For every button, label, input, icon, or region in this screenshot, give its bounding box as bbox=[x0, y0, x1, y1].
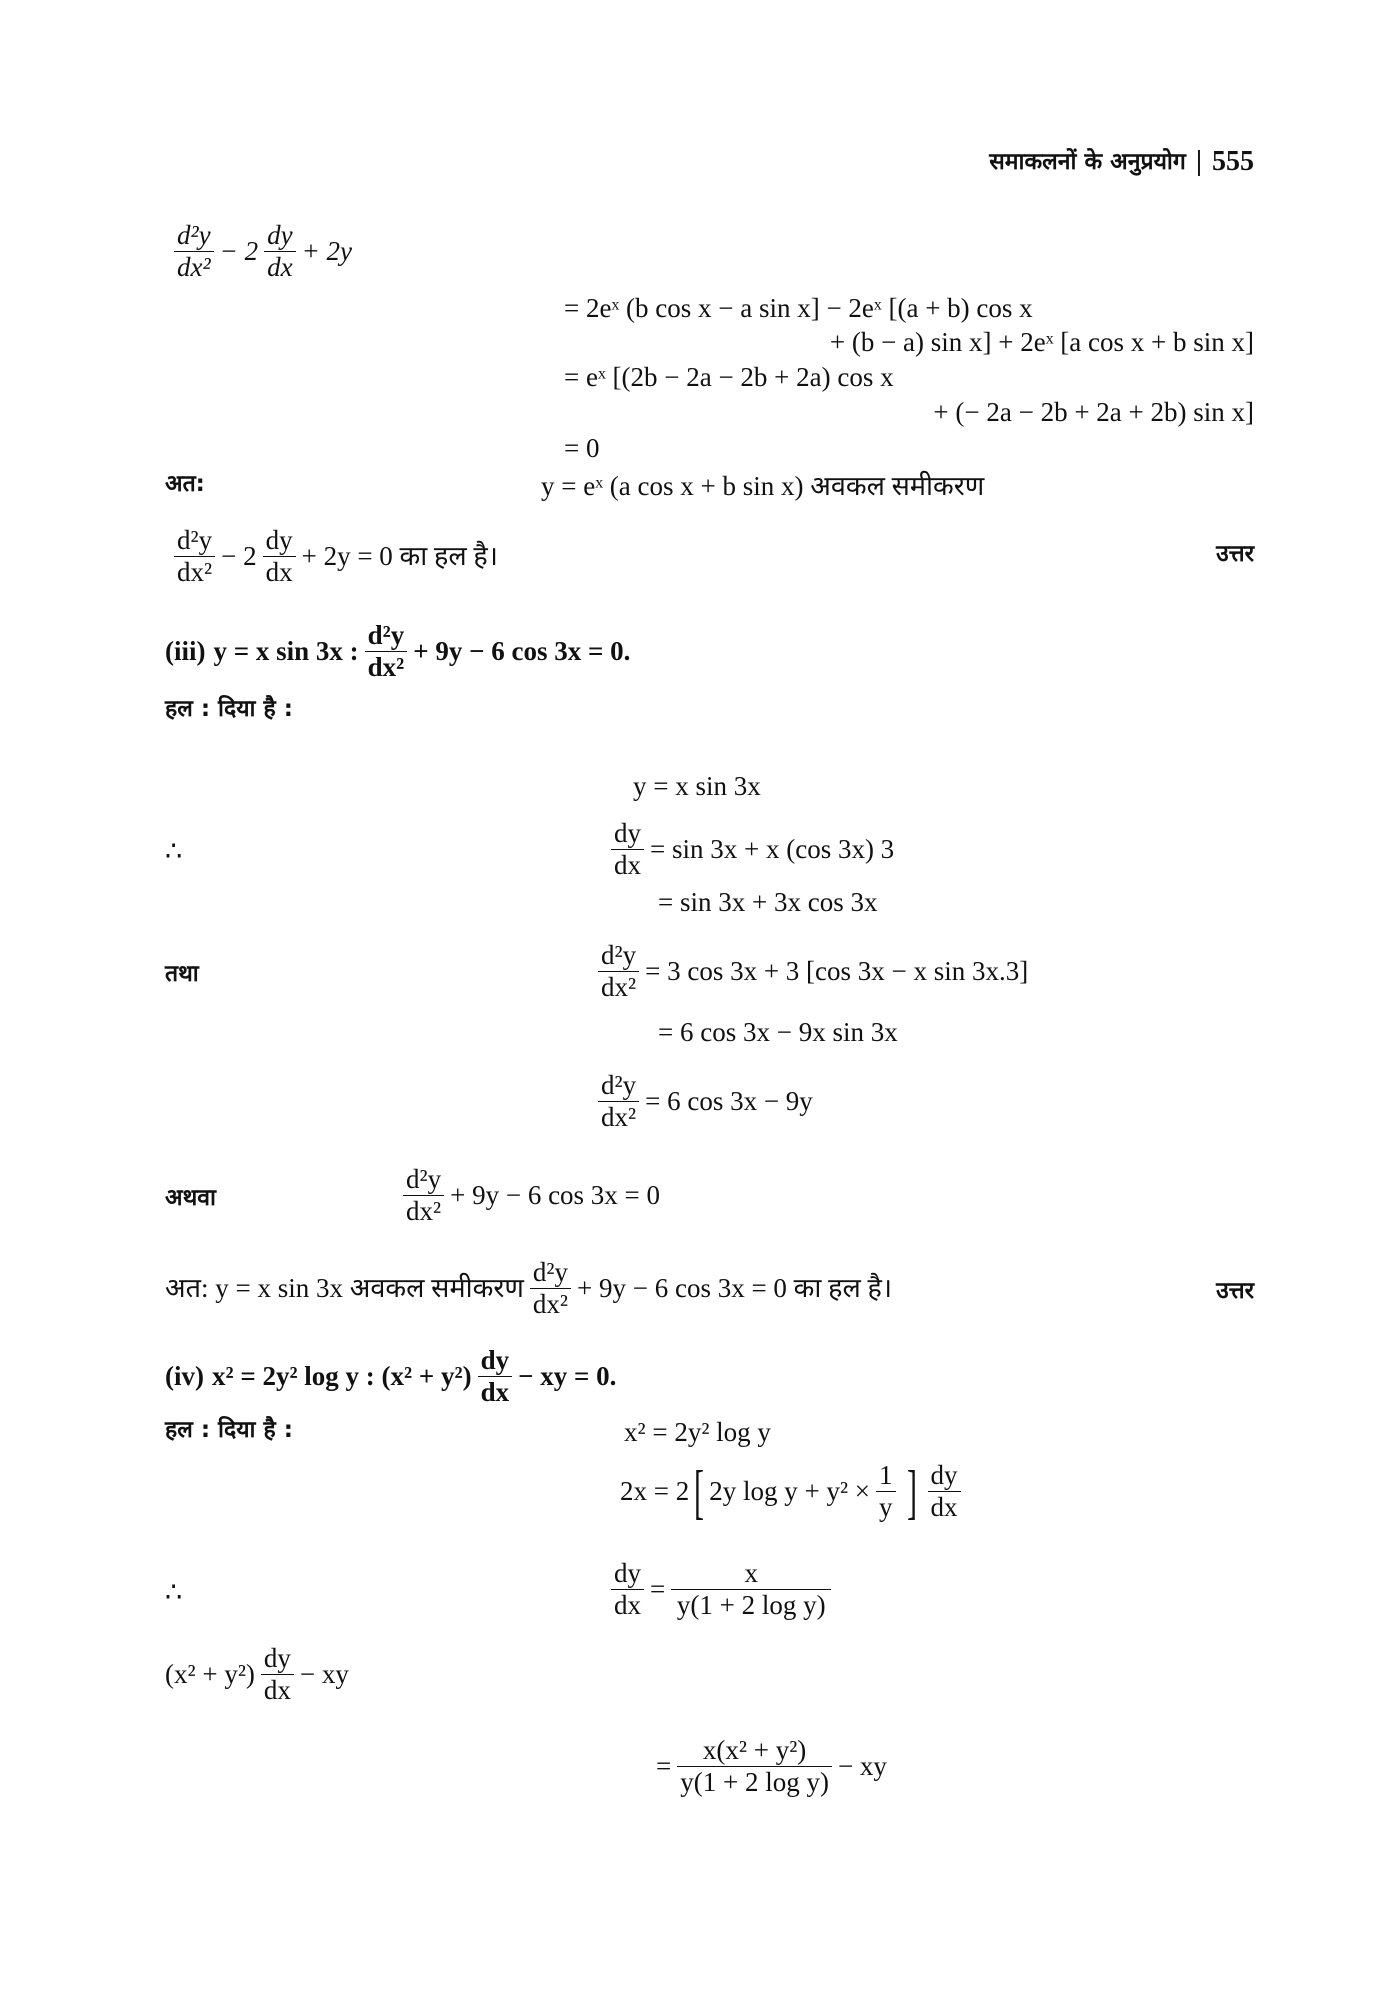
term: − xy = 0. bbox=[518, 1361, 617, 1391]
numerator: d²y bbox=[598, 940, 639, 972]
second-derivative bbox=[592, 940, 1028, 1003]
question-label: (iii) bbox=[165, 636, 206, 666]
numerator: 1 bbox=[876, 1460, 896, 1492]
fraction bbox=[261, 1643, 294, 1706]
fraction bbox=[598, 1070, 639, 1133]
derivation-line: = 2eˣ (b cos x − a sin x] − 2eˣ [(a + b) cos x bbox=[564, 293, 1033, 323]
numerator: dy bbox=[478, 1345, 513, 1377]
tatha-label: तथा bbox=[165, 961, 199, 987]
denominator: dx² bbox=[367, 652, 405, 682]
numerator: dy bbox=[611, 818, 644, 850]
denominator: dx bbox=[614, 1590, 641, 1620]
fraction bbox=[403, 1164, 444, 1227]
denominator: dx² bbox=[406, 1196, 442, 1226]
denominator: y bbox=[879, 1492, 893, 1522]
question-iv bbox=[165, 1345, 616, 1408]
term: + 9y − 6 cos 3x = 0. bbox=[413, 636, 631, 666]
page-number: 555 bbox=[1212, 146, 1254, 177]
term: − 2 bbox=[221, 541, 257, 571]
answer-label: उत्तर bbox=[1216, 1278, 1254, 1304]
fraction bbox=[478, 1345, 513, 1408]
numerator: d²y bbox=[530, 1257, 571, 1289]
term: − xy bbox=[837, 1751, 887, 1781]
header-separator: | bbox=[1195, 146, 1202, 177]
term: x² = 2y² log y : (x² + y²) bbox=[211, 1361, 472, 1391]
denominator: dx bbox=[480, 1377, 510, 1407]
expression-rhs bbox=[656, 1735, 887, 1798]
derivation-line: + (− 2a − 2b + 2a + 2b) sin x] bbox=[933, 397, 1254, 427]
dy-dx-result bbox=[605, 1558, 837, 1621]
denominator: dx² bbox=[177, 557, 213, 587]
term: अत: y = x sin 3x अवकल समीकरण bbox=[165, 1273, 524, 1303]
term: = 3 cos 3x + 3 [cos 3x − x sin 3x.3] bbox=[645, 956, 1029, 986]
term: = 6 cos 3x − 9y bbox=[645, 1086, 813, 1116]
fraction bbox=[263, 525, 296, 588]
fraction bbox=[264, 220, 295, 283]
conclusion-equation bbox=[168, 525, 498, 588]
derivation-line: = eˣ [(2b − 2a − 2b + 2a) cos x bbox=[564, 362, 894, 392]
numerator: d²y bbox=[174, 525, 215, 557]
term: 2x = 2 bbox=[620, 1476, 690, 1506]
denominator: dx bbox=[263, 1675, 291, 1705]
derivation-line: = sin 3x + 3x cos 3x bbox=[658, 887, 878, 917]
differentiated-equation bbox=[620, 1460, 967, 1523]
term: (x² + y²) bbox=[165, 1659, 255, 1689]
atah-label: अत: bbox=[165, 471, 205, 497]
denominator: dx bbox=[614, 850, 641, 880]
differential-equation bbox=[397, 1164, 660, 1227]
numerator: x bbox=[671, 1558, 831, 1590]
term: + 2y bbox=[301, 236, 353, 266]
denominator: dx bbox=[930, 1492, 958, 1522]
expression-lhs bbox=[165, 1643, 349, 1706]
running-header bbox=[989, 148, 1254, 176]
given-equation: y = x sin 3x bbox=[633, 771, 761, 801]
denominator: dx² bbox=[177, 252, 211, 282]
fraction bbox=[876, 1460, 896, 1523]
fraction bbox=[928, 1460, 961, 1523]
numerator: dy bbox=[263, 525, 296, 557]
term: = sin 3x + x (cos 3x) 3 bbox=[650, 834, 895, 864]
term: 2y log y + y² × bbox=[709, 1476, 871, 1506]
bracket: ] bbox=[906, 1458, 917, 1525]
derivation-line: = 0 bbox=[564, 433, 600, 463]
denominator: dx bbox=[267, 252, 293, 282]
conclusion-iii bbox=[165, 1257, 892, 1320]
term: − 2 bbox=[219, 236, 259, 266]
fraction bbox=[530, 1257, 571, 1320]
therefore-symbol: ∴ bbox=[165, 1577, 183, 1607]
denominator: y(1 + 2 log y) bbox=[680, 1767, 829, 1797]
numerator: dy bbox=[261, 1643, 294, 1675]
fraction bbox=[174, 525, 215, 588]
solution-label: हल : दिया है : bbox=[165, 696, 293, 722]
given-equation: x² = 2y² log y bbox=[624, 1417, 771, 1447]
derivation-line: + (b − a) sin x] + 2eˣ [a cos x + b sin x] bbox=[829, 327, 1254, 357]
term: + 2y = 0 का हल है। bbox=[301, 541, 498, 571]
numerator: d²y bbox=[403, 1164, 444, 1196]
term: y = x sin 3x : bbox=[213, 636, 359, 666]
term: = bbox=[656, 1751, 672, 1781]
question-label: (iv) bbox=[165, 1361, 204, 1391]
numerator: d²y bbox=[598, 1070, 639, 1102]
numerator: x(x² + y²) bbox=[677, 1735, 832, 1767]
numerator: d²y bbox=[365, 620, 408, 652]
denominator: dx² bbox=[601, 972, 637, 1002]
conclusion-line: y = eˣ (a cos x + b sin x) अवकल समीकरण bbox=[541, 471, 985, 501]
fraction bbox=[677, 1735, 832, 1798]
therefore-symbol: ∴ bbox=[165, 836, 183, 866]
question-iii bbox=[165, 620, 630, 683]
chapter-title: समाकलनों के अनुप्रयोग bbox=[989, 148, 1186, 175]
numerator: dy bbox=[611, 1558, 644, 1590]
term: + 9y − 6 cos 3x = 0 bbox=[450, 1180, 661, 1210]
fraction bbox=[174, 220, 214, 283]
term: + 9y − 6 cos 3x = 0 का हल है। bbox=[577, 1273, 893, 1303]
bracket: [ bbox=[694, 1458, 705, 1525]
fraction bbox=[365, 620, 408, 683]
fraction bbox=[611, 818, 644, 881]
denominator: dx bbox=[265, 557, 293, 587]
fraction bbox=[611, 1558, 644, 1621]
denominator: dx² bbox=[532, 1289, 568, 1319]
athva-label: अथवा bbox=[165, 1185, 217, 1211]
denominator: dx² bbox=[601, 1102, 637, 1132]
answer-label: उत्तर bbox=[1216, 541, 1254, 567]
derivation-line: = 6 cos 3x − 9x sin 3x bbox=[658, 1017, 898, 1047]
second-derivative-result bbox=[592, 1070, 813, 1133]
fraction bbox=[598, 940, 639, 1003]
denominator: y(1 + 2 log y) bbox=[676, 1590, 826, 1620]
numerator: dy bbox=[928, 1460, 961, 1492]
expression-lhs bbox=[168, 220, 352, 283]
numerator: dy bbox=[264, 220, 295, 252]
solution-label: हल : दिया है : bbox=[165, 1417, 293, 1443]
term: − xy bbox=[299, 1659, 349, 1689]
first-derivative bbox=[605, 818, 894, 881]
fraction bbox=[671, 1558, 831, 1621]
numerator: d²y bbox=[174, 220, 214, 252]
term: = bbox=[650, 1574, 666, 1604]
